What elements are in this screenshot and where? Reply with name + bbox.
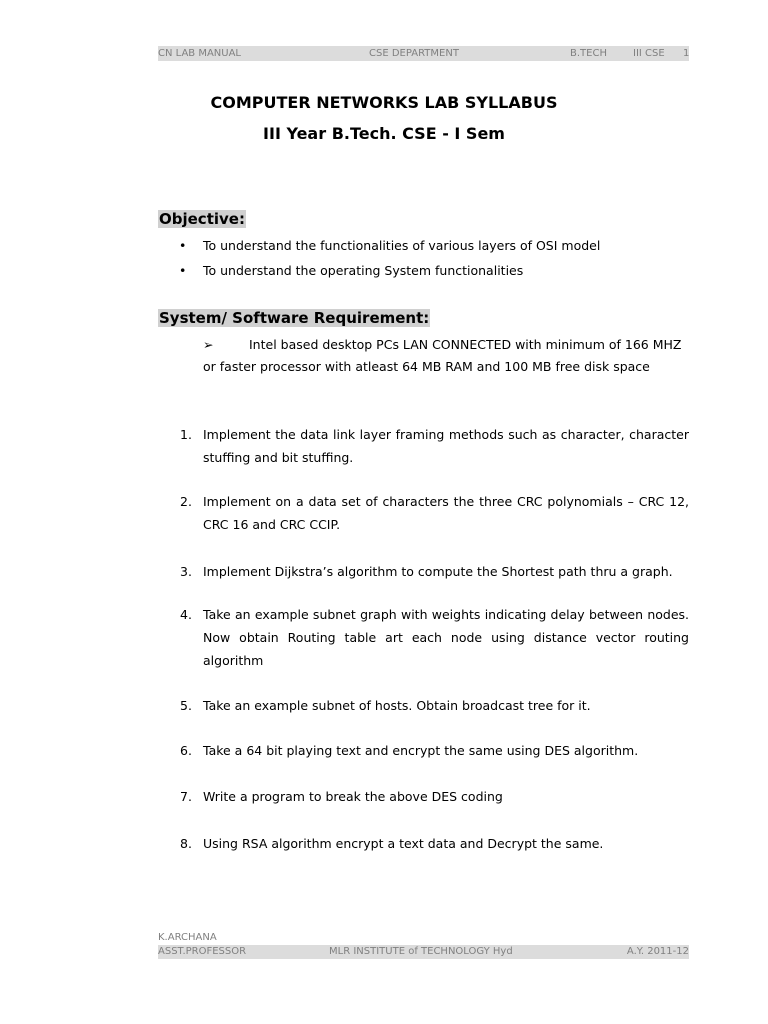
experiment-text: Write a program to break the above DES coding — [203, 789, 503, 804]
experiment-text: Using RSA algorithm encrypt a text data and Decrypt the same. — [203, 836, 604, 851]
experiment-text: Take a 64 bit playing text and encrypt the same using DES algorithm. — [203, 743, 639, 758]
document-subtitle: III Year B.Tech. CSE - I Sem — [263, 124, 505, 143]
footer-author: K.ARCHANA — [158, 932, 217, 943]
objective-item: • To understand the functionalities of various layers of OSI model — [179, 238, 601, 253]
experiment-number: 6. — [180, 743, 192, 758]
header-manual-title: CN LAB MANUAL — [158, 48, 242, 59]
page-header — [158, 46, 689, 61]
experiment-text: Implement on a data set of characters the three CRC polynomials – CRC 12, CRC 16 and CRC CCIP. — [203, 494, 689, 532]
experiment-text: Implement Dijkstra’s algorithm to compute the Shortest path thru a graph. — [203, 564, 673, 579]
header-degree: B.TECH — [570, 48, 607, 59]
header-department: CSE DEPARTMENT — [369, 48, 459, 59]
experiment-text: Take an example subnet of hosts. Obtain broadcast tree for it. — [203, 698, 591, 713]
arrow-bullet-icon: ➢ — [203, 337, 214, 352]
experiment-number: 7. — [180, 789, 192, 804]
requirement-item-continued: or faster processor with atleast 64 MB RAM and 100 MB free disk space — [203, 359, 650, 374]
footer-academic-year: A.Y. 2011-12 — [626, 946, 689, 957]
objective-heading: Objective: — [159, 210, 245, 228]
header-page-number: 1 — [683, 48, 690, 59]
experiment-text: Implement the data link layer framing methods such as character, character stuffing and bit stuffing. — [203, 427, 689, 465]
experiment-number: 4. — [180, 607, 192, 622]
experiment-number: 1. — [180, 427, 192, 442]
bullet-icon: • — [179, 238, 187, 253]
footer-designation: ASST.PROFESSOR — [158, 946, 247, 957]
experiment-text: Take an example subnet graph with weights indicating delay between nodes. Now obtain Routing table art each node using distance vector routing algorithm — [203, 607, 689, 668]
experiment-number: 2. — [180, 494, 192, 509]
footer-institute: MLR INSTITUTE of TECHNOLOGY Hyd — [329, 946, 513, 957]
experiment-number: 5. — [180, 698, 192, 713]
page-footer — [158, 945, 689, 959]
objective-item: • To understand the operating System functionalities — [179, 263, 524, 278]
requirements-heading: System/ Software Requirement: — [159, 309, 430, 327]
header-year-branch: III CSE — [633, 48, 665, 59]
document-title: COMPUTER NETWORKS LAB SYLLABUS — [210, 93, 558, 112]
requirement-item: ➢ Intel based desktop PCs LAN CONNECTED with minimum of 166 MHZ — [203, 337, 682, 352]
experiment-number: 8. — [180, 836, 192, 851]
experiment-number: 3. — [180, 564, 192, 579]
bullet-icon: • — [179, 263, 187, 278]
